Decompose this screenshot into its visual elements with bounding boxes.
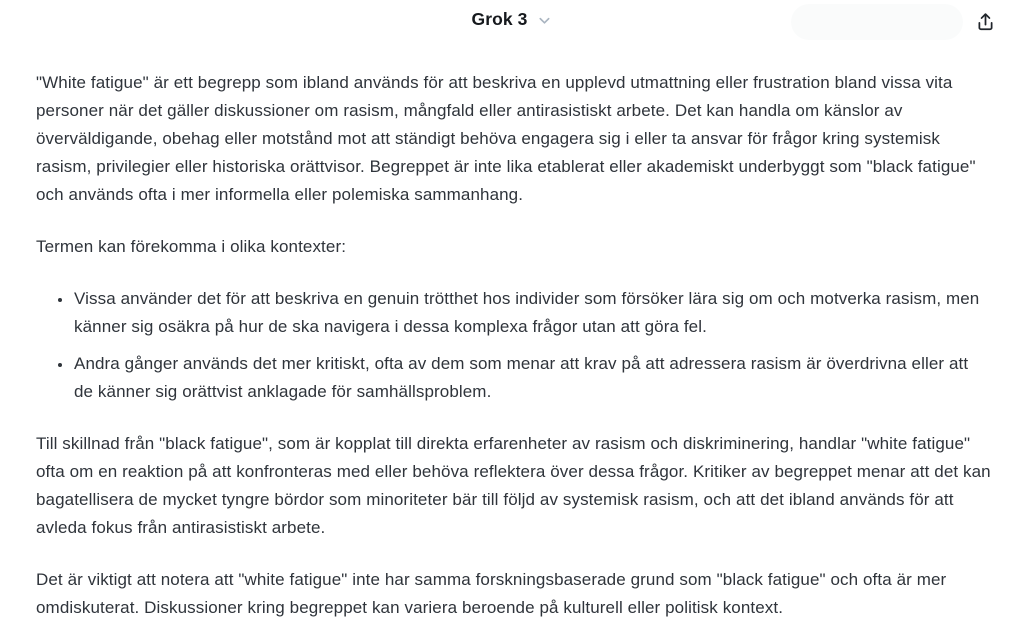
chevron-down-icon	[537, 13, 552, 28]
header-highlight	[791, 4, 963, 40]
paragraph-definition: "White fatigue" är ett begrepp som ibland används för att beskriva en upplevd utmattning eller frustration bland vissa vita personer när det gäller diskussioner om rasism, mångfald eller antirasistiskt arbete. Det kan handla om känslor av överväldigande, obehag eller motstånd mot att ständigt behöva engagera sig i eller ta ansvar för frågor kring systemisk rasism, privilegier eller historiska orättvisor. Begreppet är inte lika etablerat eller akademiskt underbyggt som "black fatigue" och används ofta i mer informella eller polemiska sammanhang.	[36, 73, 976, 204]
paragraph-comparison: Till skillnad från "black fatigue", som är kopplat till direkta erfarenheter av rasism och diskriminering, handlar "white fatigue" ofta om en reaktion på att konfronteras med eller behöva reflektera över dessa frågor. Kritiker av begreppet menar att det kan bagatellisera de mycket tyngre bördor som minoriteter bär till följd av systemisk rasism, och att det ibland används för att avleda fokus från antirasistiskt arbete.	[36, 434, 991, 537]
share-button[interactable]	[969, 6, 1001, 38]
share-icon	[975, 10, 996, 34]
list-item: • Vissa använder det för att beskriva en genuin trötthet hos individer som försöker lära sig om och motverka rasism, men känner sig osäkra på hur de ska navigera i dessa komplexa frågor utan att göra fel.	[73, 285, 991, 341]
paragraph-contexts-intro: Termen kan förekomma i olika kontexter:	[36, 237, 347, 256]
paragraph-conclusion: Det är viktigt att notera att "white fatigue" inte har samma forskningsbaserade grund som "black fatigue" och ofta är mer omdiskuterat. Diskussioner kring begreppet kan variera beroende på kulturell eller politisk kontext.	[36, 570, 947, 617]
list-item: • Andra gånger används det mer kritiskt, ofta av dem som menar att krav på att adressera rasism är överdrivna eller att de känner sig orättvist anklagade för samhällsproblem.	[73, 350, 991, 406]
model-selector[interactable]	[471, 9, 551, 30]
assistant-response	[0, 48, 1023, 622]
top-bar	[0, 0, 1023, 48]
bullet-list	[36, 285, 991, 406]
model-name: Grok 3	[471, 9, 528, 29]
